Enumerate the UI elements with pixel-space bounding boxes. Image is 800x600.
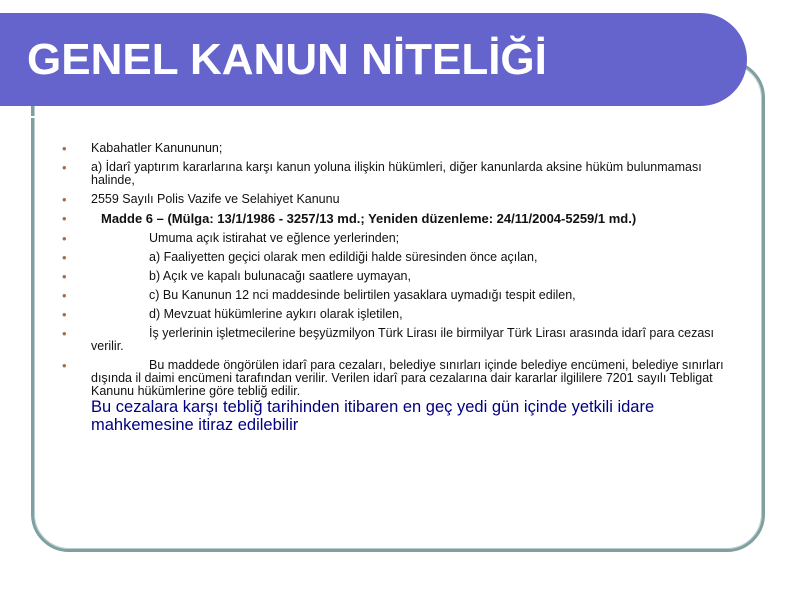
list-item-text: c) Bu Kanunun 12 nci maddesinde belirtilen yasaklara uymadığı tespit edilen, bbox=[149, 288, 576, 302]
list-item bbox=[62, 308, 742, 321]
list-item-text: 2559 Sayılı Polis Vazife ve Selahiyet Kanunu bbox=[91, 192, 340, 206]
list-item-text: d) Mevzuat hükümlerine aykırı olarak işletilen, bbox=[149, 307, 403, 321]
bullet-icon: • bbox=[62, 211, 67, 226]
list-item-text: Madde 6 – (Mülga: 13/1/1986 - 3257/13 md.; Yeniden düzenleme: 24/11/2004-5259/1 md.) bbox=[101, 211, 637, 226]
list-item bbox=[62, 289, 742, 302]
bullet-list bbox=[62, 142, 742, 434]
list-item bbox=[62, 161, 742, 187]
list-item-text bbox=[91, 326, 714, 353]
list-item bbox=[62, 193, 742, 206]
title-bar bbox=[0, 13, 747, 106]
list-item-text-body: Bu maddede öngörülen idarî para cezaları, belediye sınırları içinde belediye encümeni, belediye sınırları dışında il daimi encümeni tarafından verilir. Verilen idarî para cezalarına dair kararlar ilgililere 7201 sayılı Tebligat Kanunu hükümlerine göre tebliğ edilir. bbox=[91, 358, 724, 398]
bullet-icon: • bbox=[62, 307, 67, 322]
list-item-text: Kabahatler Kanununun; bbox=[91, 141, 223, 155]
list-item-text bbox=[91, 358, 724, 398]
title-underline bbox=[26, 116, 708, 118]
list-item bbox=[62, 212, 742, 226]
list-item bbox=[62, 251, 742, 264]
list-item-text: b) Açık ve kapalı bulunacağı saatlere uymayan, bbox=[149, 269, 411, 283]
bullet-icon: • bbox=[62, 358, 67, 373]
list-item-text: a) İdarî yaptırım kararlarına karşı kanun yoluna ilişkin hükümleri, diğer kanunlarda aksine hüküm bulunmaması halinde, bbox=[91, 160, 702, 187]
bullet-icon: • bbox=[62, 160, 67, 175]
list-item-text: Umuma açık istirahat ve eğlence yerlerinden; bbox=[149, 231, 400, 245]
bullet-icon: • bbox=[62, 141, 67, 156]
list-item bbox=[62, 359, 742, 398]
bullet-icon: • bbox=[62, 231, 67, 246]
list-item-text: a) Faaliyetten geçici olarak men edildiği halde süresinden önce açılan, bbox=[149, 250, 538, 264]
bullet-icon: • bbox=[62, 192, 67, 207]
list-item bbox=[62, 232, 742, 245]
bullet-icon: • bbox=[62, 269, 67, 284]
list-item bbox=[62, 142, 742, 155]
highlight-text: Bu cezalara karşı tebliğ tarihinden itibaren en geç yedi gün içinde yetkili idare mahkemesine itiraz edilebilir bbox=[91, 398, 655, 434]
list-item bbox=[62, 327, 742, 353]
slide-title: GENEL KANUN NİTELİĞİ bbox=[27, 35, 547, 84]
bullet-icon: • bbox=[62, 326, 67, 341]
list-item-text-body: İş yerlerinin işletmecilerine beşyüzmilyon Türk Lirası ile birmilyar Türk Lirası arasında idarî para cezası verilir. bbox=[91, 326, 715, 353]
bullet-icon: • bbox=[62, 288, 67, 303]
bullet-icon: • bbox=[62, 250, 67, 265]
list-item bbox=[62, 270, 742, 283]
